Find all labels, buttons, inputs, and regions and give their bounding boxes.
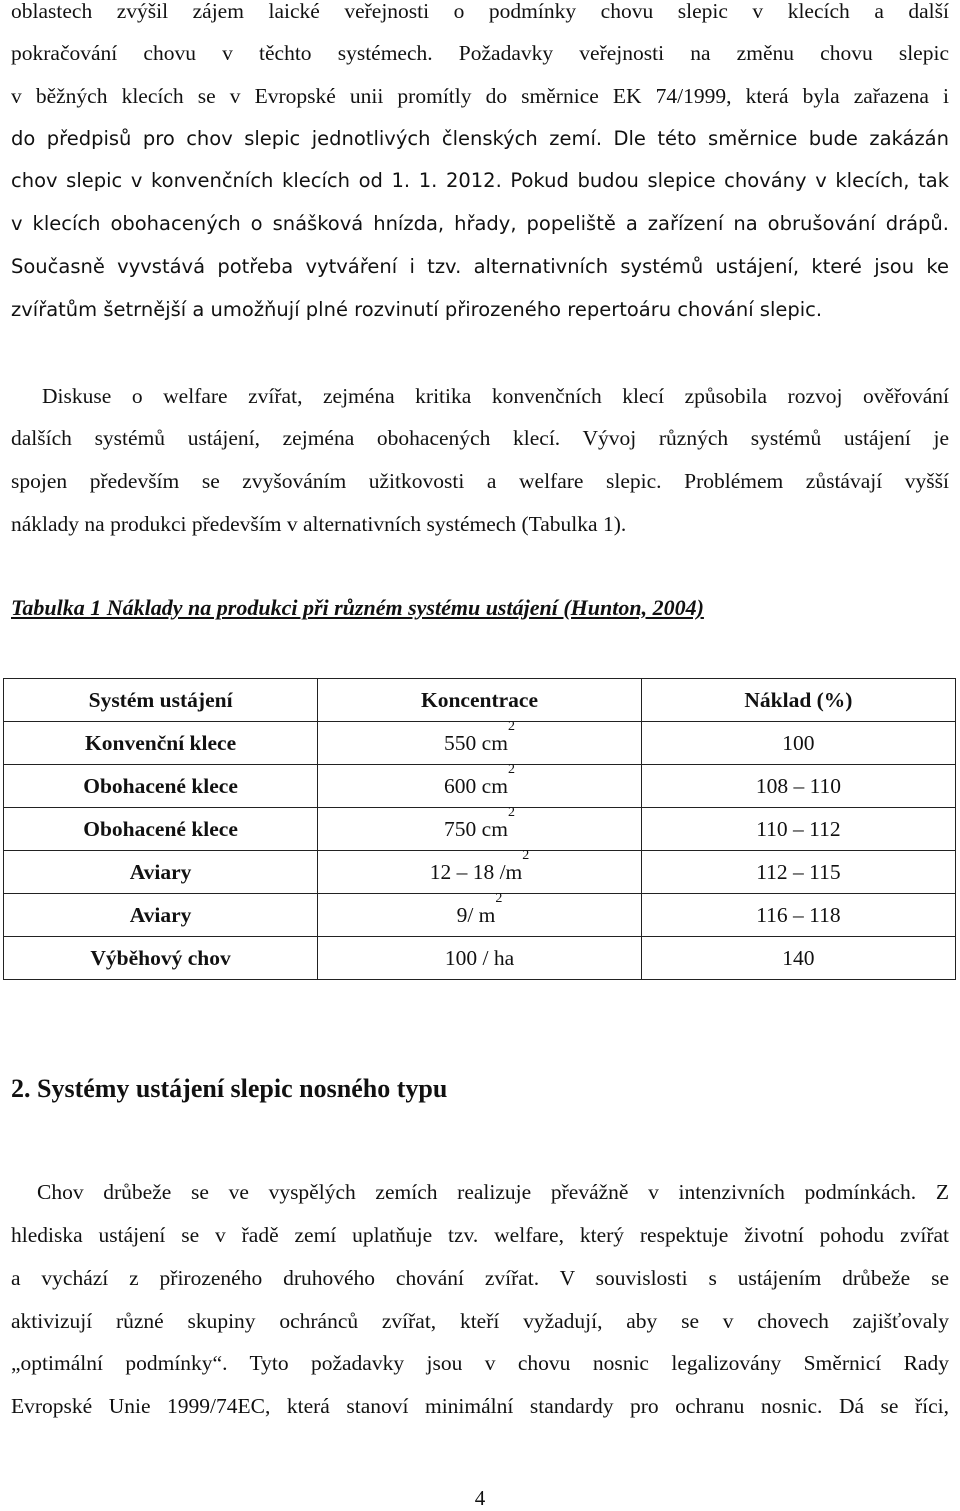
concentration-value: 12 – 18 /m: [429, 859, 523, 884]
concentration-value: 750 cm: [444, 816, 508, 841]
paragraph-line: „optimální podmínky“. Tyto požadavky jsou v chovu nosnic legalizovány Směrnicí Rady: [11, 1351, 949, 1375]
housing-system-cell: Aviary: [4, 894, 318, 937]
cost-cell: 112 – 115: [641, 851, 955, 894]
paragraph-line: Současně vyvstává potřeba vytváření i tzv. alternativních systémů ustájení, které jsou ke: [11, 255, 949, 278]
paragraph-line: Diskuse o welfare zvířat, zejména kritika konvenčních klecí způsobila rozvoj ověřování: [42, 384, 949, 408]
table-row: [4, 894, 956, 937]
paragraph-line: náklady na produkci především v alternativních systémech (Tabulka 1).: [11, 512, 627, 536]
concentration-cell: [318, 937, 642, 980]
concentration-cell: [318, 847, 642, 894]
column-header: Systém ustájení: [4, 679, 318, 722]
paragraph-line: aktivizují různé skupiny ochránců zvířat, kteří vyžadují, aby se v chovech zajišťovaly: [11, 1309, 949, 1333]
cost-cell: 140: [641, 937, 955, 980]
unit-exponent: 2: [495, 890, 503, 906]
housing-system-cell: Obohacené klece: [4, 765, 318, 808]
unit-exponent: 2: [507, 718, 515, 734]
concentration-cell: [318, 761, 642, 808]
cost-cell: 100: [641, 722, 955, 765]
paragraph-line: v klecích obohacených o snášková hnízda, hřady, popeliště a zařízení na obrušování drápů.: [11, 212, 949, 235]
paragraph-line: spojen především se zvyšováním užitkovosti a welfare slepic. Problémem zůstávají vyšší: [11, 469, 949, 493]
cost-table: [3, 678, 956, 980]
paragraph-line: hlediska ustájení se v řadě zemí uplatňuje tzv. welfare, který respektuje životní pohodu zvířat: [11, 1223, 949, 1247]
paragraph-line: Evropské Unie 1999/74EC, která stanoví minimální standardy pro ochranu nosnic. Dá se říci,: [11, 1394, 949, 1418]
section-heading: 2. Systémy ustájení slepic nosného typu: [11, 1074, 448, 1103]
paragraph-line: a vychází z přirozeného druhového chování zvířat. V souvislosti s ustájením drůbeže se: [11, 1266, 949, 1290]
housing-system-cell: Konvenční klece: [4, 722, 318, 765]
cost-cell: 108 – 110: [641, 765, 955, 808]
unit-exponent: 2: [507, 804, 515, 820]
concentration-value: 550 cm: [444, 730, 508, 755]
cost-cell: 116 – 118: [641, 894, 955, 937]
paragraph-line: zvířatům šetrnější a umožňují plné rozvinutí přirozeného repertoáru chování slepic.: [11, 298, 823, 321]
paragraph-line: oblastech zvýšil zájem laické veřejnosti o podmínky chovu slepic v klecích a další: [11, 0, 949, 23]
table-caption: Tabulka 1 Náklady na produkci při různém systému ustájení (Hunton, 2004): [11, 595, 704, 620]
housing-system-cell: Výběhový chov: [4, 937, 318, 980]
column-header: Koncentrace: [318, 679, 642, 722]
concentration-value: 9/ m: [456, 902, 496, 927]
concentration-cell: [318, 804, 642, 851]
paragraph-line: pokračování chovu v těchto systémech. Požadavky veřejnosti na změnu chovu slepic: [11, 41, 949, 65]
paragraph-line: dalších systémů ustájení, zejména obohacených klecí. Vývoj různých systémů ustájení je: [11, 426, 949, 450]
table-row: [4, 937, 956, 980]
unit-exponent: 2: [522, 847, 530, 863]
cost-cell: 110 – 112: [641, 808, 955, 851]
paragraph-line: chov slepic v konvenčních klecích od 1. 1. 2012. Pokud budou slepice chovány v klecích, tak: [11, 169, 949, 192]
housing-system-cell: Obohacené klece: [4, 808, 318, 851]
paragraph-line: Chov drůbeže se ve vyspělých zemích realizuje převážně v intenzivních podmínkách. Z: [37, 1180, 949, 1204]
concentration-cell: [318, 890, 642, 937]
table-row: [4, 722, 956, 765]
page-number: 4: [474, 1486, 486, 1510]
table-header-row: [4, 679, 956, 722]
housing-system-cell: Aviary: [4, 851, 318, 894]
paragraph-line: do předpisů pro chov slepic jednotlivých členských zemí. Dle této směrnice bude zakázán: [11, 127, 949, 150]
table-row: [4, 765, 956, 808]
table-row: [4, 808, 956, 851]
table-row: [4, 851, 956, 894]
paragraph-line: v běžných klecích se v Evropské unii promítly do směrnice EK 74/1999, která byla zařazena i: [11, 84, 949, 108]
concentration-cell: [318, 718, 642, 765]
concentration-value: 100 / ha: [444, 945, 515, 970]
unit-exponent: 2: [507, 761, 515, 777]
concentration-value: 600 cm: [444, 773, 508, 798]
column-header: Náklad (%): [641, 679, 955, 722]
